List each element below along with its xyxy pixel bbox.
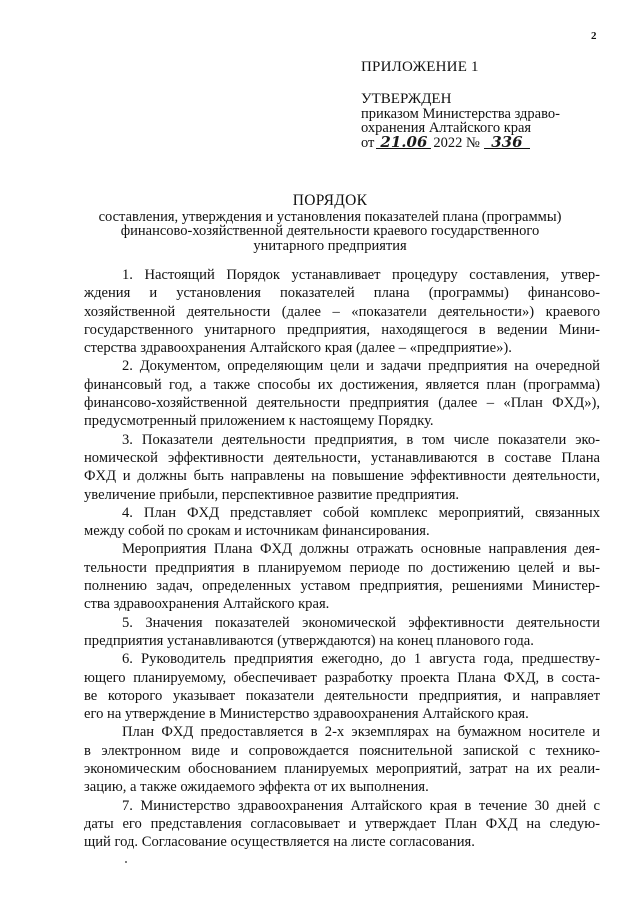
body-line: в электронном виде и сопровождается пояснительной запиской с технико- <box>84 742 600 759</box>
approval-order-line-2: охранения Алтайского края <box>361 120 532 136</box>
body-line: увеличение прибыли, перспективное развитие предприятия. <box>84 486 460 503</box>
body-line: ющего планируемому, обеспечивает разработку проекта Плана ФХД, в соста- <box>84 669 600 686</box>
document-heading <box>80 194 580 253</box>
body-line: 2. Документом, определяющим цели и задачи предприятия на очередной <box>122 358 600 375</box>
document-title: ПОРЯДОК <box>292 192 368 209</box>
body-line: предусмотренный приложением к настоящему Порядку. <box>84 413 434 430</box>
body-line: зацию, а также ожидаемого эффекта от их выполнения. <box>84 779 429 796</box>
body-line: государственного унитарного предприятия, находящегося в ведении Мини- <box>84 321 600 338</box>
body-line: 3. Показатели деятельности предприятия, в том числе показатели эко- <box>122 431 600 448</box>
approval-date-number-line <box>361 132 560 151</box>
approval-block <box>361 92 560 150</box>
scan-speck <box>125 861 127 863</box>
document-subtitle-line: составления, утверждения и установления показателей плана (программы) <box>98 208 562 225</box>
body-line: Мероприятия Плана ФХД должны отражать основные направления дея- <box>122 541 600 558</box>
body-line: финансово-хозяйственной деятельности предприятия (далее – «План ФХД»), <box>84 395 600 412</box>
body-line: полнению задач, определенных уставом предприятия, решениями Министер- <box>84 578 600 595</box>
handwritten-date: 21.06 <box>376 136 431 149</box>
appendix-title: ПРИЛОЖЕНИЕ 1 <box>361 59 479 75</box>
body-line: между собой по срокам и источникам финансирования. <box>84 523 430 540</box>
approved-label: УТВЕРЖДЕН <box>361 91 452 107</box>
body-line: ФХД и должны быть направлены на повышение эффективности деятельности, <box>84 468 600 485</box>
body-line: 5. Значения показателей экономической эффективности деятельности <box>122 614 600 631</box>
body-line: тельности предприятия в планируемом периоде по достижению целей и вы- <box>84 559 600 576</box>
body-line: ждения и установления показателей плана (программы) финансово- <box>84 285 600 302</box>
body-line: 4. План ФХД представляет собой комплекс мероприятий, связанных <box>122 504 600 521</box>
body-line: 7. Министерство здравоохранения Алтайского края в течение 30 дней с <box>122 797 600 814</box>
page-number: 2 <box>591 30 597 42</box>
body-line: даты его представления согласовывает и утверждает План ФХД на следую- <box>84 815 600 832</box>
document-subtitle-line: унитарного предприятия <box>253 237 407 254</box>
body-line: ства здравоохранения Алтайского края. <box>84 596 330 613</box>
document-subtitle-line: финансово-хозяйственной деятельности краевого государственного <box>120 223 540 239</box>
body-line: экономическим обоснованием планируемых мероприятий, затрат на их реали- <box>84 761 600 778</box>
body-line: хозяйственной деятельности (далее – «показатели деятельности») краевого <box>84 303 600 320</box>
body-line: предприятия устанавливаются (утверждаются) на конец планового года. <box>84 632 534 649</box>
body-line: финансовый год, а также способы их достижения, является план (программа) <box>84 376 600 393</box>
date-prefix: от <box>361 134 375 151</box>
body-line: 1. Настоящий Порядок устанавливает процедуру составления, утвер- <box>122 267 600 283</box>
order-year: 2022 № <box>433 134 480 151</box>
body-line: номической эффективности деятельности, устанавливаются в составе Плана <box>84 449 600 466</box>
body-line: стерства здравоохранения Алтайского края (далее – «предприятие»). <box>84 340 512 357</box>
body-line: его на утверждение в Министерство здравоохранения Алтайского края. <box>84 706 529 723</box>
body-line: 6. Руководитель предприятия ежегодно, до 1 августа года, предшеству- <box>122 651 600 668</box>
approval-order-line-1: приказом Министерства здраво- <box>361 105 560 122</box>
body-line: щий год. Согласование осуществляется на листе согласования. <box>84 834 475 851</box>
body-line: ве которого указывает показатели деятельности предприятия, и направляет <box>84 687 600 704</box>
handwritten-order-number: 336 <box>484 136 530 149</box>
body-line: План ФХД предоставляется в 2-х экземплярах на бумажном носителе и <box>122 724 600 741</box>
document-body <box>84 266 600 852</box>
